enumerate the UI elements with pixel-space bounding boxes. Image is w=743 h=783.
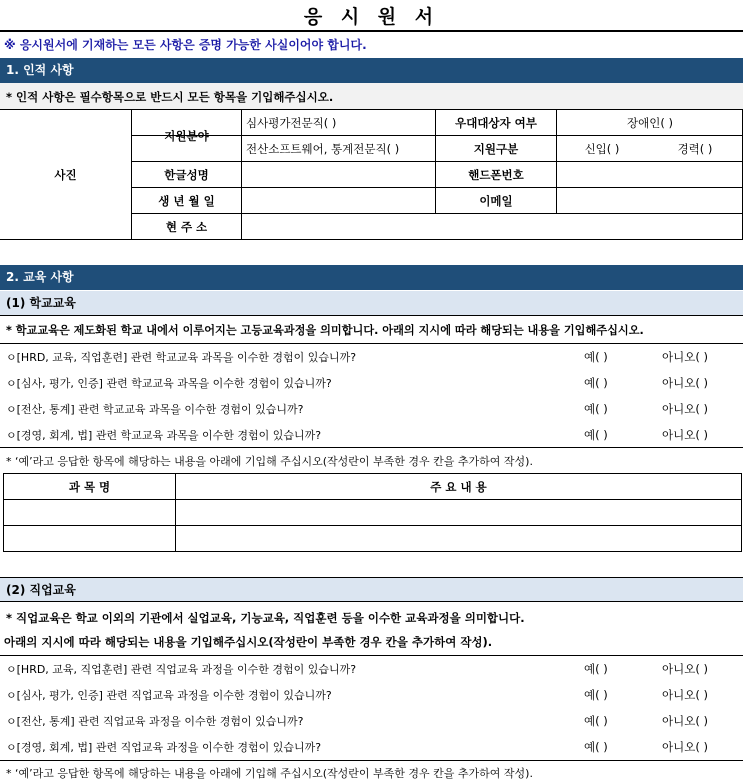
vocational-question: ㅇ[HRD, 교육, 직업훈련] 관련 직업교육 과정을 이수한 경험이 있습니까? [6, 663, 357, 676]
birth-label: 생 년 월 일 [158, 193, 215, 208]
korean-name-label: 한글성명 [164, 167, 209, 182]
vocational-question: ㅇ[전산, 통계] 관련 직업교육 과정을 이수한 경험이 있습니까? [6, 715, 304, 728]
field-option-it[interactable]: 전산소프트웨어, 통계전문직( ) [246, 141, 400, 156]
grid-line [741, 473, 742, 551]
no-option[interactable]: 아니오( ) [662, 688, 708, 702]
vocational-instruction-2: 아래의 지시에 따라 해당되는 내용을 기입해주십시오(작성란이 부족한 경우 칸을 추가하여 작성). [4, 635, 493, 649]
school-note: * ‘예’라고 응답한 항목에 해당하는 내용을 아래에 기입해 주십시오(작성란이 부족한 경우 칸을 추가하여 작성). [6, 455, 533, 468]
new-option[interactable]: 신입( ) [584, 141, 620, 156]
vocational-subheader: (2) 직업교육 [0, 577, 743, 602]
field-label: 지원분야 [164, 128, 209, 143]
email-label: 이메일 [479, 193, 513, 208]
form-notice: ※ 응시원서에 기재하는 모든 사항은 증명 가능한 사실이어야 합니다. [4, 38, 367, 52]
course-content-field[interactable] [176, 526, 741, 551]
form-title: 응 시 원 서 [303, 6, 440, 28]
school-question: ㅇ[경영, 회계, 법] 관련 학교교육 과목을 이수한 경험이 있습니까? [6, 429, 322, 442]
preferential-label: 우대대상자 여부 [455, 115, 537, 130]
course-name-field[interactable] [4, 526, 175, 551]
yes-option[interactable]: 예( ) [584, 662, 608, 676]
school-instruction: * 학교교육은 제도화된 학교 내에서 이루어지는 고등교육과정을 의미합니다. 아래의 지시에 따라 해당되는 내용을 기입해주십시오. [6, 324, 644, 337]
phone-label: 핸드폰번호 [468, 167, 524, 182]
school-question: ㅇ[HRD, 교육, 직업훈련] 관련 학교교육 과목을 이수한 경험이 있습니까? [6, 351, 357, 364]
yes-option[interactable]: 예( ) [584, 376, 608, 390]
section1-header: 1. 인적 사항 [0, 58, 743, 83]
divider [0, 655, 743, 656]
birth-field[interactable] [242, 188, 435, 213]
applicant-type-label: 지원구분 [473, 141, 519, 156]
yes-option[interactable]: 예( ) [584, 428, 608, 442]
korean-name-field[interactable] [242, 162, 435, 187]
divider [0, 447, 743, 448]
course-name-field[interactable] [4, 500, 175, 525]
course-content-header: 주 요 내 용 [430, 479, 487, 494]
section2-header: 2. 교육 사항 [0, 265, 743, 290]
yes-option[interactable]: 예( ) [584, 688, 608, 702]
school-question: ㅇ[심사, 평가, 인증] 관련 학교교육 과목을 이수한 경험이 있습니까? [6, 377, 332, 390]
no-option[interactable]: 아니오( ) [662, 428, 708, 442]
phone-field[interactable] [557, 162, 743, 187]
section1-instruction: * 인적 사항은 필수항목으로 반드시 모든 항목을 기입해주십시오. [6, 90, 334, 104]
divider [0, 343, 743, 344]
no-option[interactable]: 아니오( ) [662, 662, 708, 676]
email-field[interactable] [557, 188, 743, 213]
address-label: 현 주 소 [165, 219, 208, 234]
school-question: ㅇ[전산, 통계] 관련 학교교육 과목을 이수한 경험이 있습니까? [6, 403, 304, 416]
vocational-question: ㅇ[경영, 회계, 법] 관련 직업교육 과정을 이수한 경험이 있습니까? [6, 741, 322, 754]
yes-option[interactable]: 예( ) [584, 714, 608, 728]
title-divider [0, 30, 743, 32]
vocational-note: * ‘예’라고 응답한 항목에 해당하는 내용을 아래에 기입해 주십시오(작성란이 부족한 경우 칸을 추가하여 작성). [6, 767, 533, 780]
course-content-field[interactable] [176, 500, 741, 525]
vocational-question: ㅇ[심사, 평가, 인증] 관련 직업교육 과정을 이수한 경험이 있습니까? [6, 689, 332, 702]
address-field[interactable] [242, 214, 743, 239]
no-option[interactable]: 아니오( ) [662, 376, 708, 390]
yes-option[interactable]: 예( ) [584, 350, 608, 364]
grid-line [3, 551, 742, 552]
no-option[interactable]: 아니오( ) [662, 740, 708, 754]
disabled-option[interactable]: 장애인( ) [627, 115, 673, 130]
grid-line [0, 239, 743, 240]
no-option[interactable]: 아니오( ) [662, 350, 708, 364]
school-subheader: (1) 학교교육 [0, 291, 743, 316]
no-option[interactable]: 아니오( ) [662, 714, 708, 728]
course-name-header: 과 목 명 [68, 479, 111, 494]
experienced-option[interactable]: 경력( ) [677, 141, 713, 156]
no-option[interactable]: 아니오( ) [662, 402, 708, 416]
divider [0, 760, 743, 761]
vocational-instruction-1: * 직업교육은 학교 이외의 기관에서 실업교육, 기능교육, 직업훈련 등을 이수한 교육과정을 의미합니다. [6, 611, 525, 625]
yes-option[interactable]: 예( ) [584, 402, 608, 416]
photo-cell[interactable]: 사진 [54, 167, 77, 182]
field-option-review[interactable]: 심사평가전문직( ) [246, 115, 337, 130]
yes-option[interactable]: 예( ) [584, 740, 608, 754]
